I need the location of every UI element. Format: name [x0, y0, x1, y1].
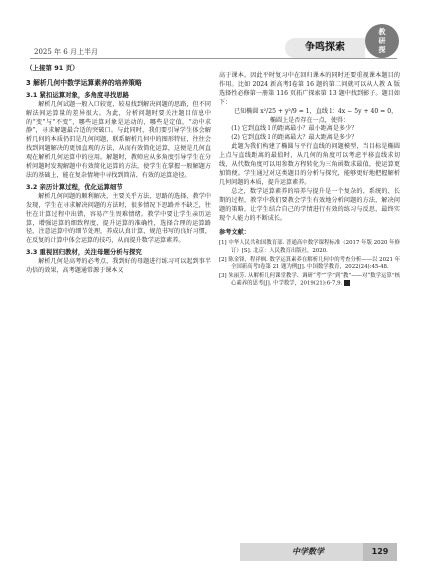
page-number: 129 [363, 543, 397, 561]
column-badge-icon [365, 24, 399, 58]
question-1: (1) 它到直线 l 的距离最小？最小距离是多少？ [231, 125, 358, 133]
paragraph: 解析几何试题一般入口较宽，较易找到解决问题的思路，但不同解法间运算量的差异很大。为此，分析问题时要关注题目信息中的“变”与“不变”，哪些运算对象是运动的，哪些是定值，“动中求静”，寻求解题最合适的突破口。与此同时，我们要引导学生体会解析几何的本质仍旧是几何问题，联系解析几何中的图形特征，往往会找到问题解决的更加直观的方法，从而有效简化运算，这便是几何直观在解析几何运算中的应用。解题时，教师应从多角度引导学生在分析问题时发现解题中有效简化运算的方法，使学生在掌握一般解题方法的基础上，能在复杂情境中寻找到简洁、有效的运算途径。 [26, 100, 211, 179]
ellipse-formula: x²/25 + y²/9 = 1，直线 l：4x − 5y + 40 = 0，椭圆上是否存在一点，使得： [260, 107, 398, 124]
page-footer [0, 535, 427, 575]
badge-char: 探 [378, 45, 386, 54]
references [219, 229, 400, 288]
issue-date: 2025 年 6 月上半月 [34, 48, 98, 56]
references-title: 参考文献： [219, 229, 250, 237]
section-heading: 3 解析几何中数学运算素养的培养策略 [26, 78, 142, 87]
paragraph: 总之，数学运算素养的培养与提升是一个复杂的、系统的、长期的过程，教学中我们要教会学生有效地分析问题的方法，解决问题的策略，让学生结合自己的学情进行有效的练习与反思，最终实现个人能力的不断成长。 [219, 187, 400, 222]
paragraph: 高于课本，因此平时复习中在回归课本的同时还要重视课本题目的作用。比如 2024 新高考Ⅰ卷第 16 题的第二问就可以从人教 A 版选择性必修第一册第 116 页拓广探索第 13 题中找到影子。题目如下： [219, 72, 400, 106]
paragraph: 解析几何是高考的必考点，我到好的母题进行练习可以起到事半功倍的效果，高考题通常源于课本又 [26, 258, 211, 275]
problem-statement: 已知椭圆 x²/25 + y²/9 = 1，直线 l：4x − 5y + 40 = 0，椭圆上是否存在一点，使得： [233, 107, 398, 124]
reference-item: [3] 朱丽芳. 从解析几何课堂教学、调研“考”“学”到“教”——对“数学运算”核心素养的思考[J]. 中学数学，2019(21):6-7,9. [219, 272, 400, 287]
reference-item: [2] 陈金锋，程祥枫. 数学运算素养在解析几何中的考查分析——以 2021 年全国新高考Ⅰ卷第 21 题为例[J]. 中国数学教育，2022(24):45-48. [219, 256, 400, 271]
end-mark-icon [344, 280, 350, 286]
paragraph: 此题为我们构建了椭圆与平行直线的问题模型，当目标是椭圆上点与直线距离的最值时，从几何的角度可以考虑平移直线求切线，从代数角度可以用参数方程转化为三角函数求最值，使运算更加简便。学生通过对这类题目的分析与探究，能够更好地把握解析几何问题的本质，提升运算素养。 [219, 143, 400, 186]
subsection-heading: 3.2 亲历计算过程，优化运算细节 [26, 182, 123, 191]
subsection-heading: 3.1 紧扣运算对象，多角度寻找思路 [26, 90, 130, 99]
paragraph: 解析几何问题的顺利解决，主要关乎方法、思路的选择、教学中发现，学生在寻求解决问题的方法时，很多情况下思路并不缺乏，往往在计算过程中出错，容易产生畏难情绪。教学中要让学生亲历运算，增强运算的细致程度，提升运算的准确性，选择合理的运算路径，注意运算中的细节处理，养成认真计算、规范书写的良好习惯，在反复的计算中体会运算的技巧，从而提升数学运算素养。 [26, 192, 211, 245]
continued-from: （上接第 91 页） [26, 64, 79, 72]
subsection-heading: 3.3 重视回归教材，关注母题分析与探究 [26, 248, 142, 257]
reference-item: [1] 中华人民共和国教育部. 普通高中数学课程标准（2017 年版 2020 年修订）[S]. 北京：人民教育出版社，2020. [219, 240, 400, 254]
column-brand: 争鸣探索 [285, 38, 365, 58]
right-column [219, 72, 400, 289]
header-rule [30, 58, 397, 59]
question-2: (2) 它到直线 l 的距离最大？最大距离是多少？ [231, 134, 358, 142]
magazine-name: 中学数学 [292, 547, 324, 556]
badge-char: 教 [378, 27, 386, 36]
left-column [26, 64, 211, 276]
badge-char: 研 [378, 36, 386, 45]
page-header [0, 0, 427, 62]
